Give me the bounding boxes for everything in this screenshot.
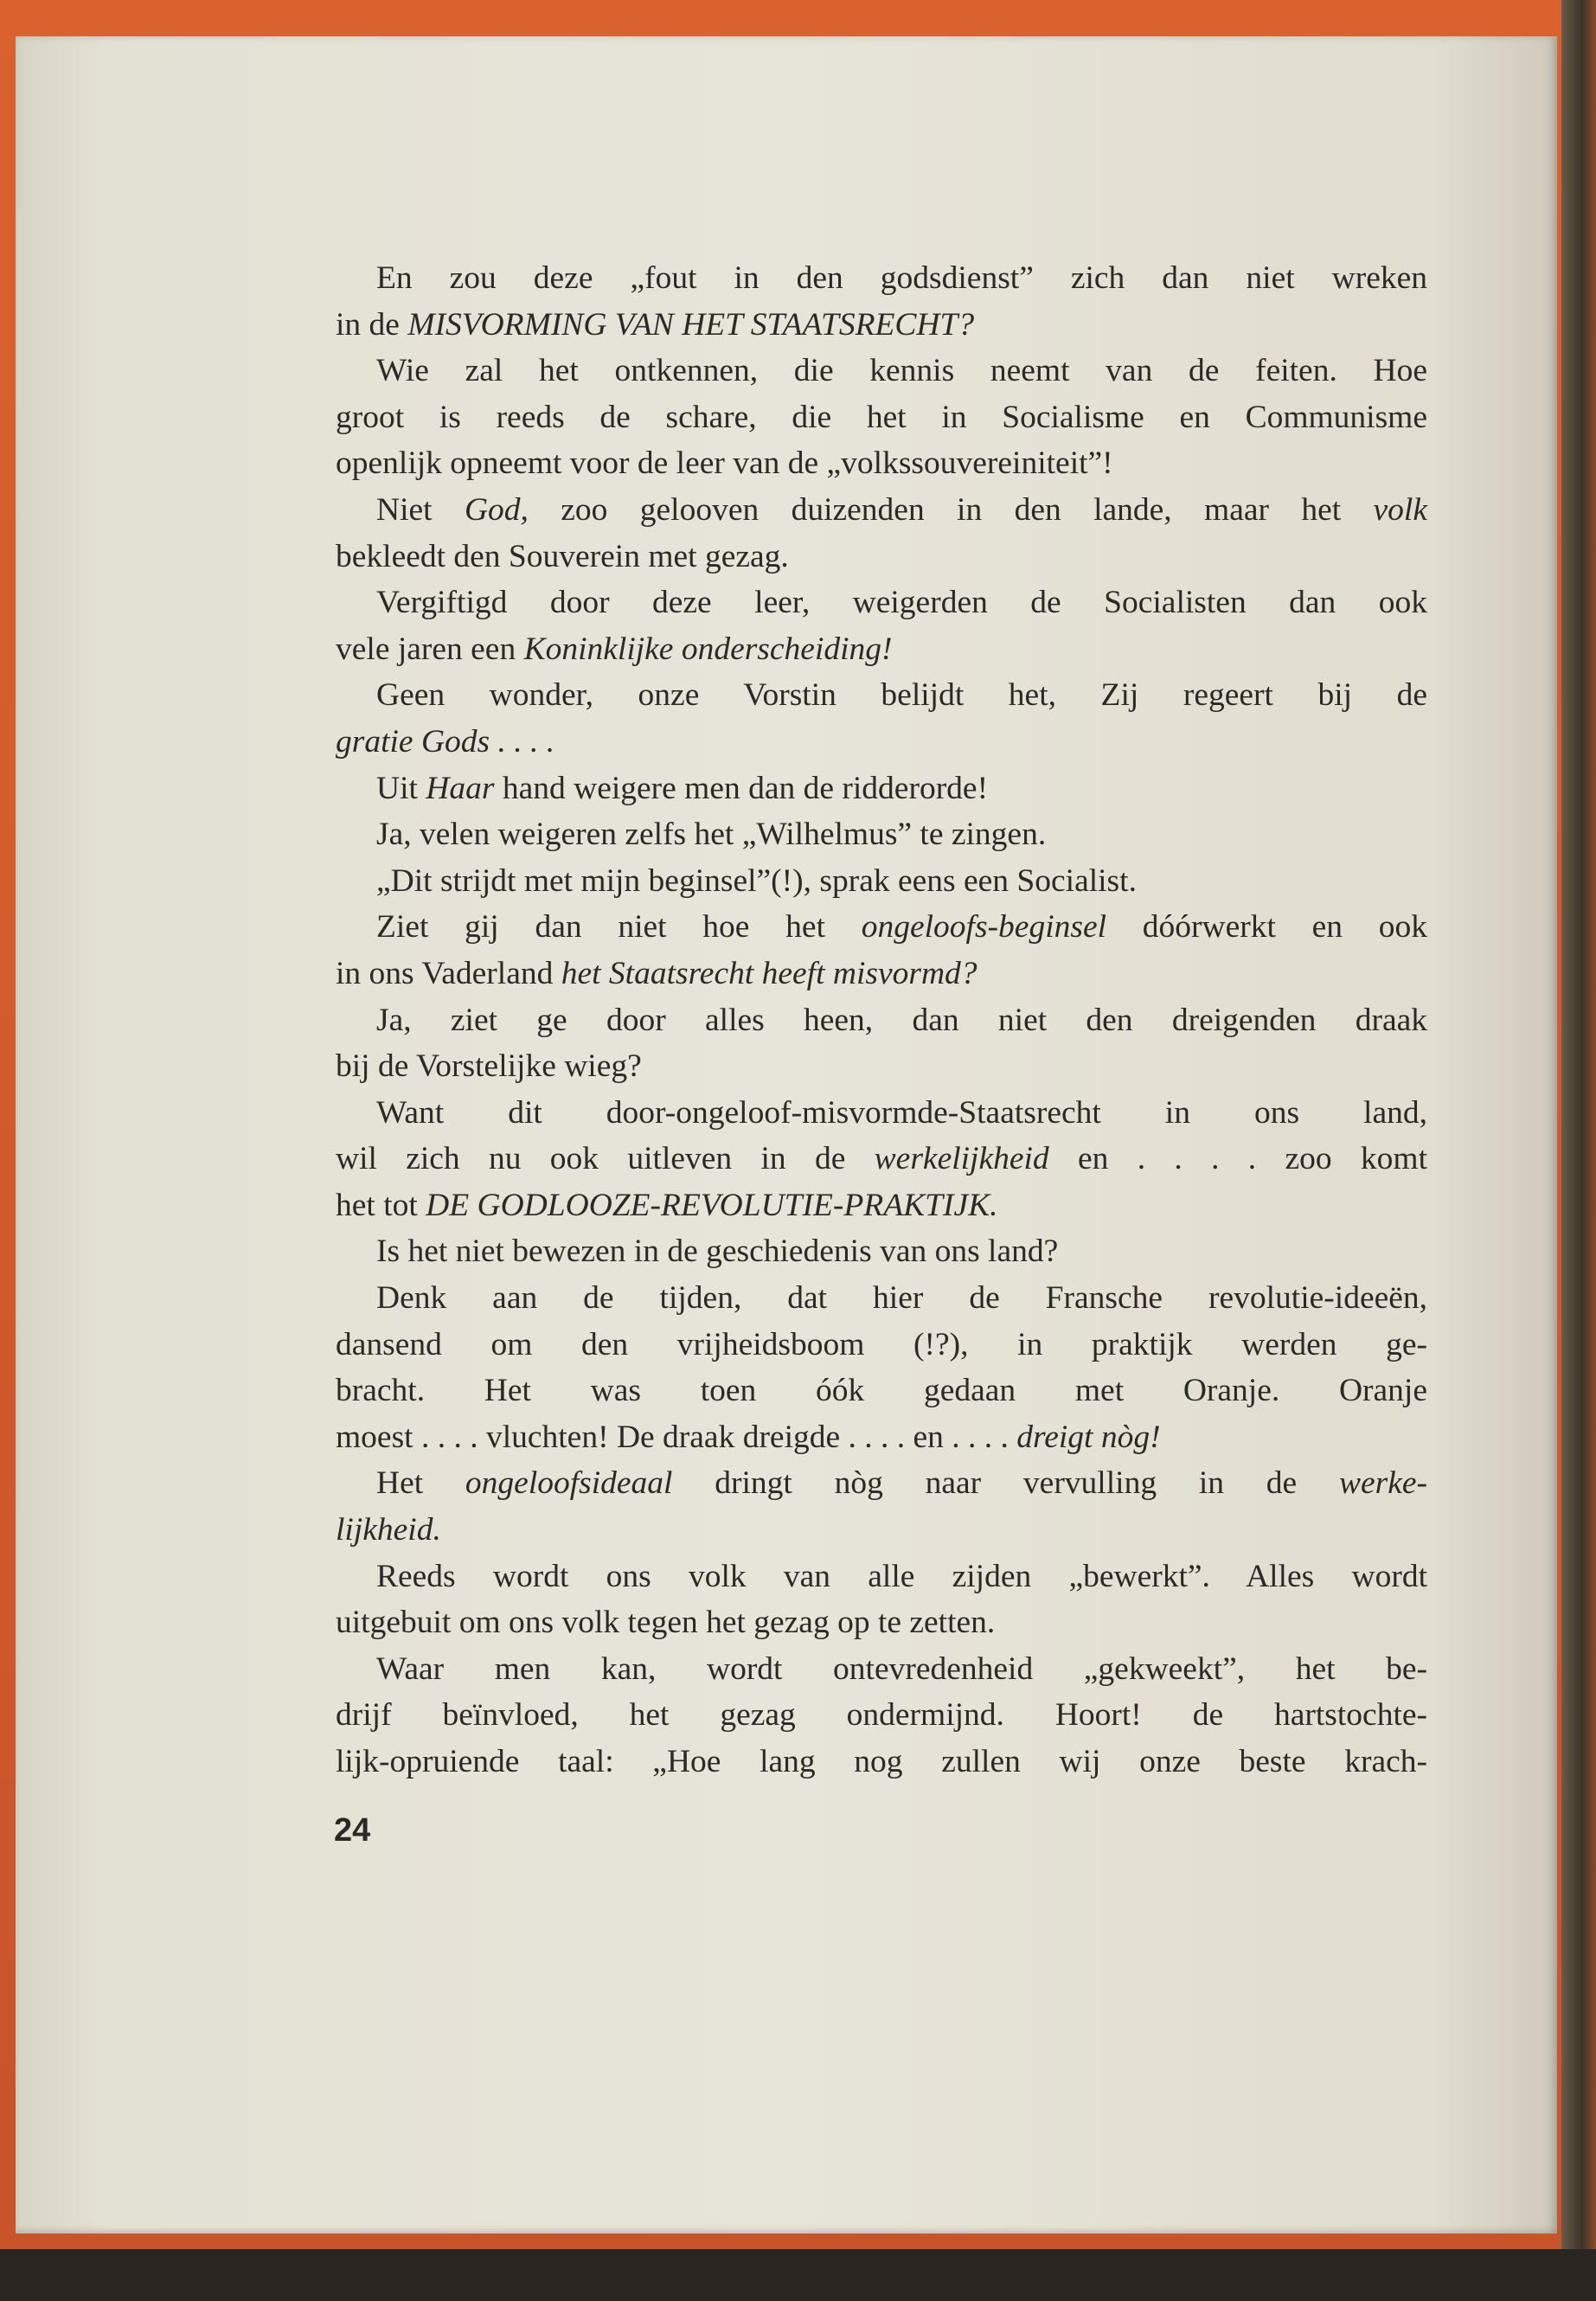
text-segment: Vergiftigd door deze leer, weigerden de Socialisten dan ook <box>376 585 1427 621</box>
text-segment: Waar men kan, wordt ontevredenheid „gekweekt”, het be- <box>376 1650 1427 1687</box>
text-line <box>336 1692 1427 1739</box>
text-segment: wil zich nu ook uitleven in de <box>336 1141 875 1177</box>
text-line <box>336 1322 1427 1368</box>
italic-text: dreigt nòg! <box>1016 1419 1161 1455</box>
text-line <box>336 1414 1427 1461</box>
italic-text: werke- <box>1338 1465 1427 1502</box>
italic-text: het Staatsrecht heeft misvormd? <box>561 955 977 991</box>
text-line <box>336 1646 1427 1693</box>
text-segment: Wie zal het ontkennen, die kennis neemt van de feiten. Hoe <box>376 353 1427 389</box>
text-segment: Is het niet bewezen in de geschiedenis van ons land? <box>376 1234 1059 1270</box>
text-segment: Ja, velen weigeren zelfs het „Wilhelmus” te zingen. <box>376 817 1047 853</box>
text-segment: dringt nòg naar vervulling in de <box>672 1465 1339 1502</box>
text-line <box>336 997 1427 1044</box>
text-line <box>336 1739 1427 1785</box>
text-segment: Ja, ziet ge door alles heen, dan niet den dreigenden draak <box>376 1002 1427 1038</box>
italic-text: Haar <box>426 770 495 806</box>
text-segment: moest . . . . vluchten! De draak dreigde . . . . en . . . . <box>336 1419 1017 1455</box>
text-segment: bij de Vorstelijke wieg? <box>336 1048 642 1085</box>
text-segment: Denk aan de tijden, dat hier de Fransche revolutie-ideeën, <box>376 1280 1427 1317</box>
text-segment: „Dit strijdt met mijn beginsel”(!), sprak eens een Socialist. <box>376 862 1137 899</box>
text-line <box>336 1599 1427 1646</box>
italic-text: ongeloofs-beginsel <box>861 909 1107 945</box>
text-segment: En zou deze „fout in den godsdienst” zich dan niet wreken <box>376 260 1427 296</box>
text-line <box>336 1554 1427 1600</box>
text-segment: bekleedt den Souverein met gezag. <box>336 538 789 574</box>
text-segment: Uit <box>376 770 426 806</box>
text-line <box>336 394 1427 441</box>
text-line <box>336 1183 1427 1229</box>
text-line <box>336 534 1427 580</box>
text-line <box>336 626 1427 673</box>
italic-text: God, <box>464 491 529 528</box>
text-segment: het tot <box>336 1187 426 1223</box>
text-segment: uitgebuit om ons volk tegen het gezag op te zetten. <box>336 1605 996 1641</box>
italic-text: gratie Gods . . . . <box>336 723 555 760</box>
text-segment: zoo gelooven duizenden in den lande, maar het <box>528 491 1374 528</box>
text-segment: lijk-opruiende taal: „Hoe lang nog zullen wij onze beste krach- <box>336 1744 1427 1779</box>
italic-text: volk <box>1373 491 1427 528</box>
text-segment: Reeds wordt ons volk van alle zijden „bewerkt”. Alles wordt <box>376 1558 1427 1594</box>
text-segment: Geen wonder, onze Vorstin belijdt het, Zij regeert bij de <box>376 677 1427 714</box>
text-line <box>336 580 1427 626</box>
text-line <box>336 1136 1427 1183</box>
text-segment: Want dit door-ongeloof-misvormde-Staatsrecht in ons land, <box>376 1094 1427 1131</box>
book-spine-edge <box>1561 0 1596 2301</box>
text-segment: vele jaren een <box>336 631 524 667</box>
page-number: 24 <box>334 1812 371 1849</box>
text-segment: openlijk opneemt voor de leer van de „volkssouvereiniteit”! <box>336 445 1113 482</box>
text-line <box>336 348 1427 394</box>
text-segment: dansend om den vrijheidsboom (!?), in praktijk werden ge- <box>336 1326 1427 1362</box>
text-line <box>336 951 1427 997</box>
italic-text: MISVORMING VAN HET STAATSRECHT? <box>407 306 975 343</box>
text-line <box>336 858 1427 905</box>
text-line <box>336 487 1427 534</box>
text-line <box>336 1368 1427 1414</box>
italic-text: lijkheid. <box>336 1512 441 1548</box>
text-segment: Het <box>376 1465 465 1502</box>
text-segment: drijf beïnvloed, het gezag ondermijnd. Hoort! de hartstochte- <box>336 1697 1427 1734</box>
text-line <box>336 1275 1427 1322</box>
text-line <box>336 811 1427 858</box>
text-line <box>336 766 1427 812</box>
italic-text: werkelijkheid <box>874 1141 1049 1177</box>
text-line <box>336 1043 1427 1090</box>
text-segment: en . . . . zoo komt <box>1048 1141 1427 1177</box>
text-line <box>336 440 1427 487</box>
text-line <box>336 1460 1427 1507</box>
text-line <box>336 255 1427 302</box>
text-line <box>336 1090 1427 1137</box>
text-segment: in ons Vaderland <box>336 955 561 991</box>
italic-text: ongeloofsideaal <box>465 1465 673 1502</box>
text-segment: groot is reeds de schare, die het in Socialisme en Communisme <box>336 399 1427 435</box>
text-segment: Ziet gij dan niet hoe het <box>376 909 862 945</box>
text-line <box>336 1507 1427 1554</box>
italic-text: Koninklijke onderscheiding! <box>523 631 893 667</box>
text-line <box>336 672 1427 719</box>
text-segment: bracht. Het was toen óók gedaan met Oranje. Oranje <box>336 1373 1427 1409</box>
text-line <box>336 302 1427 349</box>
italic-text: DE GODLOOZE-REVOLUTIE-PRAKTIJK. <box>426 1187 998 1223</box>
text-segment: Niet <box>376 491 465 528</box>
text-line <box>336 719 1427 766</box>
text-segment: hand weigere men dan de ridderorde! <box>494 770 989 806</box>
text-segment: in de <box>336 306 408 343</box>
background-strip <box>0 2249 1596 2301</box>
text-segment: dóórwerkt en ook <box>1106 909 1428 945</box>
page-body-text <box>336 255 1427 1785</box>
text-line <box>336 1228 1427 1275</box>
text-line <box>336 904 1427 951</box>
